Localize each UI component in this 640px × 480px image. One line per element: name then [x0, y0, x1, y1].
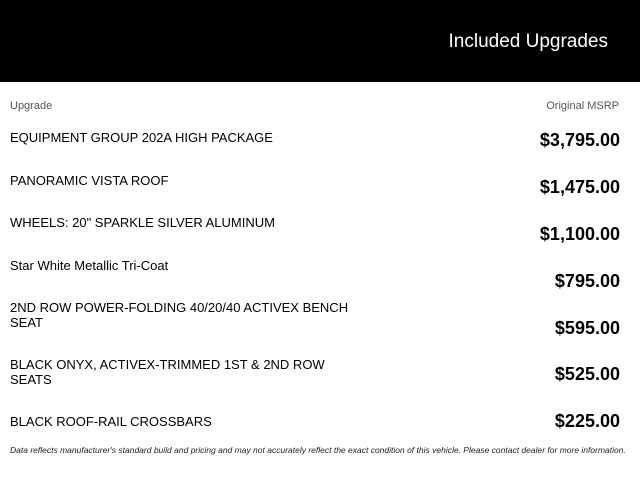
upgrade-price: $3,795.00	[539, 130, 620, 150]
column-header-upgrade: Upgrade	[10, 100, 53, 112]
upgrade-price: $795.00	[554, 271, 620, 291]
upgrade-row	[10, 130, 620, 170]
column-header-msrp: Original MSRP	[546, 100, 619, 112]
upgrade-name: EQUIPMENT GROUP 202A HIGH PACKAGE	[10, 130, 273, 145]
upgrade-name: BLACK ROOF-RAIL CROSSBARS	[10, 414, 212, 429]
upgrade-name: Star White Metallic Tri-Coat	[10, 258, 169, 273]
upgrade-name: PANORAMIC VISTA ROOF	[10, 173, 169, 188]
upgrade-row	[10, 258, 620, 298]
header-bar	[0, 0, 640, 82]
upgrade-price: $525.00	[554, 364, 620, 384]
upgrade-name: BLACK ONYX, ACTIVEX-TRIMMED 1ST & 2ND ROW SEATS	[10, 357, 325, 387]
upgrade-price: $1,475.00	[539, 177, 620, 197]
upgrade-price: $225.00	[554, 411, 620, 431]
upgrade-row	[10, 411, 620, 439]
upgrade-price: $595.00	[554, 318, 620, 338]
upgrade-name: WHEELS: 20" SPARKLE SILVER ALUMINUM	[10, 215, 275, 230]
disclaimer-text: Data reflects manufacturer's standard build and pricing and may not accurately reflect the exact condition of this vehicle. Please contact dealer for more information.	[10, 445, 626, 455]
upgrade-row	[10, 357, 620, 402]
upgrade-price: $1,100.00	[539, 224, 620, 244]
page-title: Included Upgrades	[448, 31, 608, 52]
upgrade-row	[10, 215, 620, 255]
upgrade-name: 2ND ROW POWER-FOLDING 40/20/40 ACTIVEX BENCH SEAT	[10, 300, 349, 330]
upgrade-row	[10, 173, 620, 213]
upgrade-row	[10, 300, 620, 345]
